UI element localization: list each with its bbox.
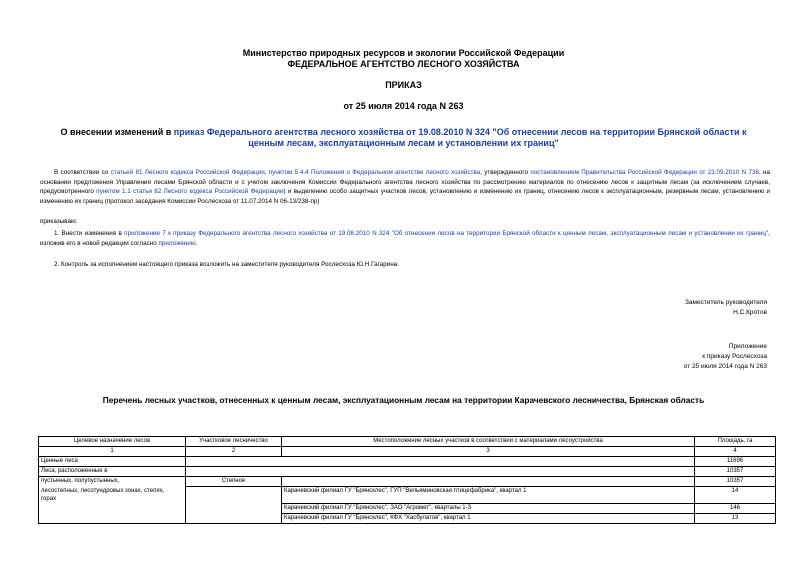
forest-plots-table	[38, 436, 776, 524]
empty-cell	[282, 477, 695, 487]
preamble-link-1[interactable]: статьей 81 Лесного кодекса Российской Федерации	[110, 169, 265, 176]
location-cell: Карачевский филиал ГУ "Брянсклес", ЗАО "Агромет", кварталы 1-3	[282, 504, 695, 514]
purpose-cell: Леса, расположенные в	[39, 467, 186, 477]
item1-text-2: , изложив его в новой редакции согласно	[40, 230, 770, 247]
preamble-link-2[interactable]: пунктом 5.4.4 Положения о Федеральном агентстве лесного хозяйства	[268, 169, 481, 176]
header-cell: Местоположение лесных участков в соответствии с материалами лесоустройства	[282, 437, 695, 447]
table-row	[39, 487, 776, 504]
location-cell: Карачевский филиал ГУ "Брянсклес", ГУП "Вельяминовская птицефабрика", квартал 1	[282, 487, 695, 504]
table-row	[39, 457, 776, 467]
title-link[interactable]: приказ Федерального агентства лесного хозяйства от 19.08.2010 N 324 "Об отнесении лесов на территории Брянской области к ценным лесам, эксплуатационным лесам и установлении их границ"	[173, 127, 747, 148]
preamble-text-1: В соответствии со	[54, 169, 111, 176]
area-cell: 14	[695, 487, 776, 504]
table-row	[39, 477, 776, 487]
doc-type: ПРИКАЗ	[385, 80, 422, 90]
preamble-text-5: ) и выделению особо защитных участков лесов, установлению и изменению их границ, отнесению лесов к эксплуатационным, резервным лесам, установлению и изменению их границ (протокол заседания Комиссии Рослесхоза от 11.07.2014 N 06-13/238-пр)	[40, 188, 770, 205]
signature-name: Н.С.Кротов	[733, 309, 767, 316]
list-title: Перечень лесных участков, отнесенных к ценным лесам, эксплуатационным лесам на территории Карачевского лесничества, Брянская область	[102, 395, 705, 405]
purpose-line: горах	[41, 495, 57, 502]
purpose-cell: пустынных, полупустынных,	[39, 477, 186, 487]
title-prefix: О внесении изменений в	[60, 127, 174, 137]
number-cell: 4	[695, 447, 776, 457]
area-cell: 11696	[695, 457, 776, 467]
table-header-row	[39, 437, 776, 447]
order-item-1	[40, 229, 770, 248]
area-cell: 10357	[695, 477, 776, 487]
order-word: приказываю:	[40, 218, 78, 225]
preamble-text-4: , на основании предложения Управления лесами Брянской области и с учетом заключения Комиссии Федерального агентства лесного хозяйства по рассмотрению материалов по отнесению лесов к защитным лесам (за исключением случаев, предусмотренного	[40, 169, 771, 195]
preamble	[40, 168, 770, 206]
item1-link-2[interactable]: приложению	[158, 239, 196, 247]
signature-position: Заместитель руководителя	[685, 299, 767, 306]
purpose-cell	[39, 487, 186, 524]
number-cell: 2	[186, 447, 282, 457]
area-cell: 13	[695, 514, 776, 524]
header-cell: Целевое назначение лесов	[39, 437, 186, 447]
agency-name: ФЕДЕРАЛЬНОЕ АГЕНТСТВО ЛЕСНОГО ХОЗЯЙСТВА	[287, 59, 520, 69]
table-row	[39, 467, 776, 477]
area-cell: 10357	[695, 467, 776, 477]
number-cell: 3	[282, 447, 695, 457]
empty-cell	[186, 457, 695, 467]
preamble-text-3: , утвержденного	[480, 169, 531, 176]
appendix-to: к приказу Рослесхоза	[702, 353, 767, 360]
header-cell: Участковое лесничество	[186, 437, 282, 447]
district-cell: Степное	[186, 477, 282, 487]
appendix-date: от 25 июля 2014 года N 263	[683, 363, 767, 370]
header-cell: Площадь, га	[695, 437, 776, 447]
order-item-2: 2. Контроль за исполнением настоящего приказа возложить на заместителя руководителя Рослесхоза Ю.Н.Гагарина.	[54, 261, 400, 268]
ministry-name: Министерство природных ресурсов и экологии Российской Федерации	[242, 48, 565, 58]
number-cell: 1	[39, 447, 186, 457]
purpose-cell: Ценные леса	[39, 457, 186, 467]
preamble-link-4[interactable]: пунктом 1.1 статьи 82 Лесного кодекса Российской Федерации	[96, 188, 284, 195]
empty-cell	[186, 487, 282, 524]
preamble-text-2: ,	[264, 169, 269, 176]
doc-date: от 25 июля 2014 года N 263	[343, 101, 464, 111]
table-number-row	[39, 447, 776, 457]
item1-link-1[interactable]: приложение 7 к приказу Федерального агентства лесного хозяйства от 19.08.2010 N 324 "Об отнесении лесов на территории Брянской области к ценным лесам, эксплуатационным лесам и установлении их границ"	[124, 230, 769, 237]
item1-text-1: 1. Внести изменения в	[54, 230, 125, 237]
purpose-line: лесостепных, лесотундровых зонах, степях,	[41, 487, 165, 494]
document-title	[60, 127, 747, 149]
preamble-link-3[interactable]: постановлением Правительства Российской Федерации от 23.09.2010 N 736	[530, 169, 759, 176]
area-cell: 146	[695, 504, 776, 514]
appendix-label: Приложение	[728, 343, 767, 350]
empty-cell	[186, 467, 695, 477]
item1-text-3: .	[195, 239, 198, 247]
location-cell: Карачевский филиал ГУ "Брянсклес", КФХ "Хасбулатов", квартал 1	[282, 514, 695, 524]
